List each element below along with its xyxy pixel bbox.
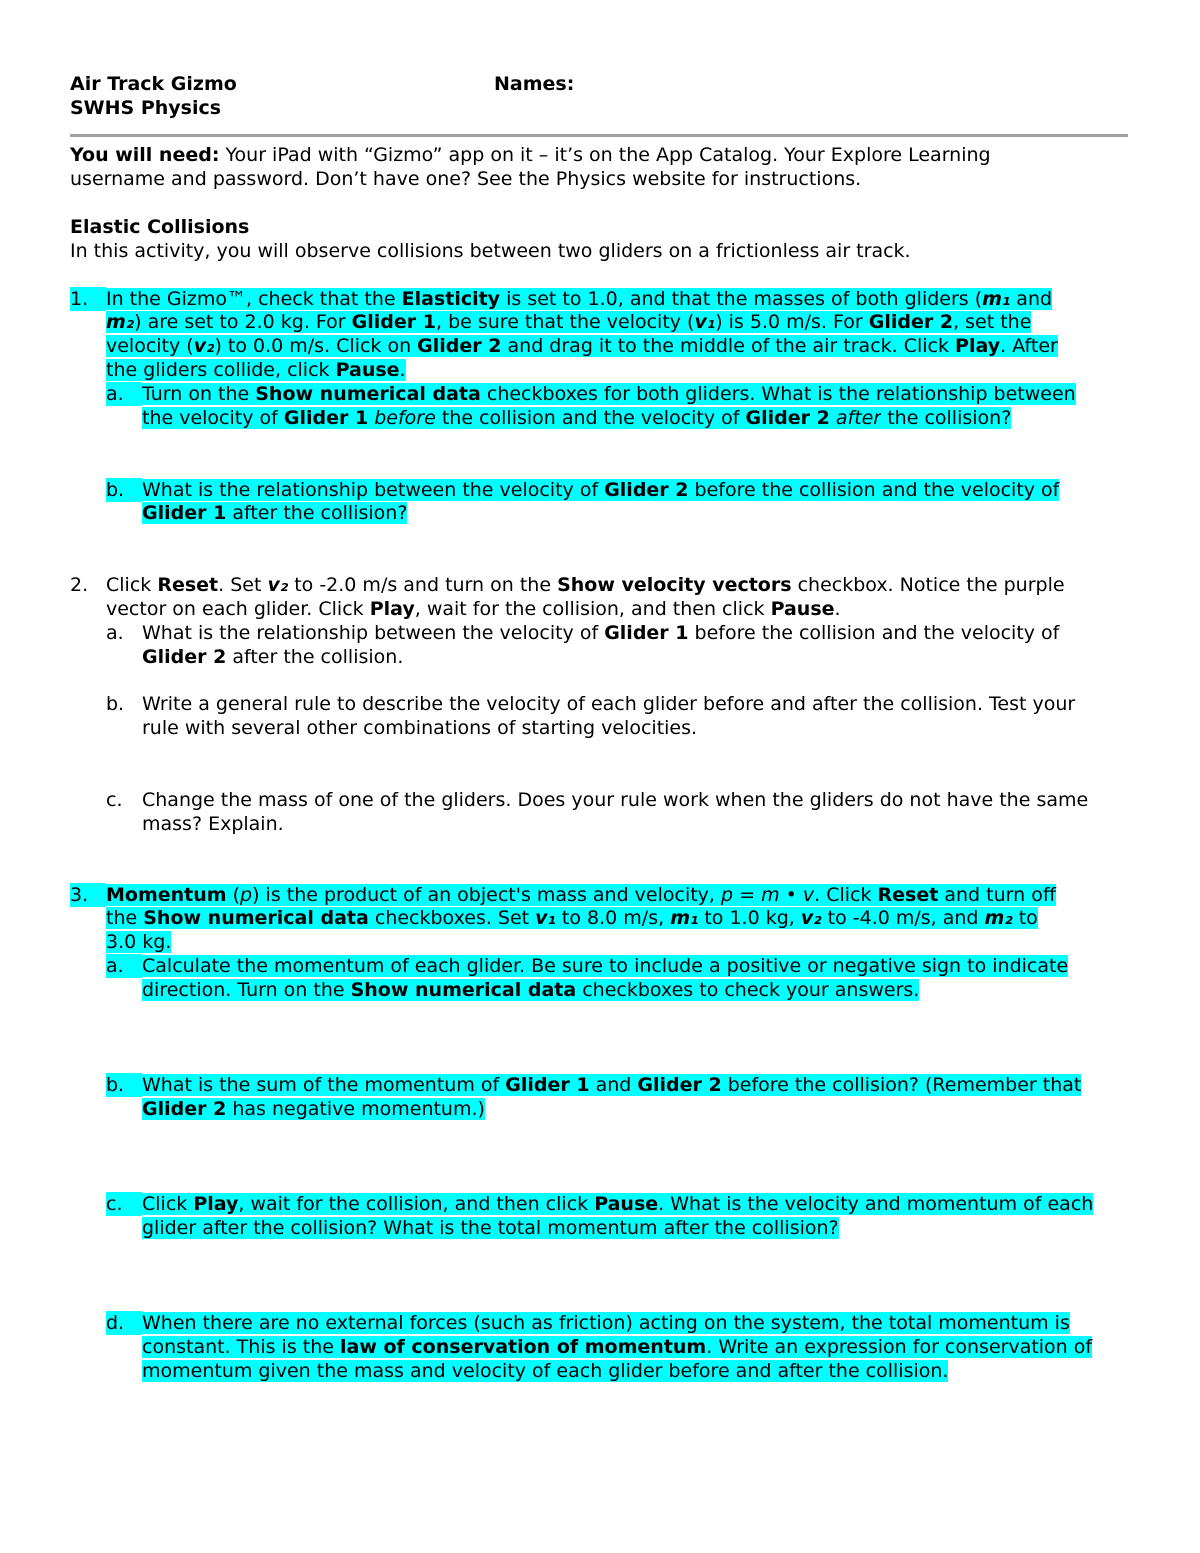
line-text: m₂ — [106, 311, 135, 333]
line-text: ) is 5.0 m/s. For — [715, 311, 869, 333]
question-2-line — [70, 573, 1065, 597]
line-text: What is the relationship between the velocity of — [142, 479, 605, 501]
line-text: ) are set to 2.0 kg. For — [134, 311, 352, 333]
line-text: before the collision and the velocity of — [688, 479, 1060, 501]
line-text: checkboxes to check your answers. — [576, 979, 920, 1001]
line-text: to -2.0 m/s and turn on the — [288, 574, 558, 596]
question-3d-line — [142, 1359, 948, 1383]
line-text: Show velocity vectors — [557, 574, 792, 596]
line-text: Change the mass of one of the gliders. Does your rule work when the gliders do not have the same — [142, 789, 1089, 811]
line-text: Momentum — [106, 884, 227, 906]
item-marker: c. — [106, 789, 135, 811]
question-2a-line — [106, 621, 1059, 645]
line-text: Glider 1 — [283, 407, 369, 429]
line-text: m₁ — [670, 907, 699, 929]
line-text: to 8.0 m/s, — [555, 907, 671, 929]
line-text: . After — [1000, 335, 1058, 357]
question-3d-line — [106, 1311, 1070, 1335]
question-3-line — [70, 883, 1056, 907]
line-text: constant. This is the — [142, 1336, 340, 1358]
line-text: is set to 1.0, and that the masses of both gliders ( — [500, 288, 983, 310]
line-text: Glider 2 — [142, 1098, 227, 1120]
line-text: to — [1012, 907, 1038, 929]
names-label: Names: — [494, 73, 575, 95]
question-2b-line — [142, 716, 697, 740]
question-2c-line — [106, 788, 1088, 812]
line-text: In the Gizmo™, check that the — [106, 288, 402, 310]
question-1a-line — [106, 382, 1076, 406]
line-text: velocity ( — [106, 335, 194, 357]
line-text: direction. Turn on the — [142, 979, 351, 1001]
line-text: . Click — [814, 884, 878, 906]
question-1a-line — [142, 406, 1011, 430]
line-text: Calculate the momentum of each glider. Be sure to include a positive or negative sign to indicate — [142, 955, 1069, 977]
course-name: SWHS Physics — [70, 97, 222, 119]
line-text: the — [106, 907, 144, 929]
question-1b-line — [106, 478, 1059, 502]
line-text: and drag it to the middle of the air track. Click — [501, 335, 956, 357]
line-text: p — [721, 884, 734, 906]
line-text: Glider 2 — [637, 1074, 722, 1096]
line-text: before the collision and the velocity of — [688, 622, 1060, 644]
question-1-line — [106, 310, 1031, 334]
line-text: checkboxes. Set — [368, 907, 536, 929]
line-text: v₁ — [694, 311, 716, 333]
line-text: the velocity of — [142, 407, 284, 429]
line-text: the gliders collide, click — [106, 359, 336, 381]
question-2c-line — [142, 812, 284, 836]
question-3a-line — [142, 978, 919, 1002]
item-marker: 3. — [70, 883, 106, 907]
line-text: Reset — [157, 574, 219, 596]
item-marker: a. — [106, 622, 136, 644]
question-3a-line — [106, 954, 1068, 978]
line-text: vector on each glider. Click — [106, 598, 370, 620]
line-text: 3.0 kg. — [106, 931, 172, 953]
line-text: before the collision? (Remember that — [721, 1074, 1082, 1096]
question-3c-line — [142, 1216, 839, 1240]
line-text: the collision? — [881, 407, 1012, 429]
line-text: m₁ — [982, 288, 1011, 310]
line-text: glider after the collision? What is the total momentum after the collision? — [142, 1217, 839, 1239]
question-3-line — [106, 906, 1038, 930]
line-text: , set the — [953, 311, 1032, 333]
line-text: . Write an expression for conservation of — [706, 1336, 1093, 1358]
line-text: Glider 2 — [745, 407, 830, 429]
line-text: and — [589, 1074, 638, 1096]
question-1-line — [106, 334, 1058, 358]
item-marker: b. — [106, 693, 137, 715]
line-text: Click — [142, 1193, 194, 1215]
item-marker: 2. — [70, 574, 101, 596]
requirements-line-1: You will need: Your iPad with “Gizmo” app on it – it’s on the App Catalog. Your Explore Learning — [70, 144, 991, 166]
question-3c-line — [106, 1192, 1093, 1216]
line-text: has negative momentum.) — [226, 1098, 485, 1120]
line-text: law of conservation of momentum — [339, 1336, 707, 1358]
line-text: Pause — [594, 1193, 659, 1215]
line-text: m — [761, 884, 780, 906]
question-1-line — [106, 358, 406, 382]
line-text: Glider 1 — [351, 311, 436, 333]
requirements-line-2: username and password. Don’t have one? See the Physics website for instructions. — [70, 168, 862, 190]
line-text: . — [399, 359, 406, 381]
line-text: , wait for the collision, and then click — [414, 598, 771, 620]
line-text: Glider 2 — [604, 479, 689, 501]
line-text: Show numerical data — [350, 979, 577, 1001]
item-marker: b. — [106, 478, 142, 502]
line-text: m₂ — [984, 907, 1013, 929]
line-text: the collision and the velocity of — [435, 407, 746, 429]
line-text: . Set — [218, 574, 268, 596]
line-text: Click — [106, 574, 158, 596]
line-text: and turn off — [938, 884, 1056, 906]
line-text: after the collision? — [226, 502, 408, 524]
question-3d-line — [142, 1335, 1092, 1359]
line-text: ( — [226, 884, 241, 906]
line-text: Play — [193, 1193, 239, 1215]
line-text: v₂ — [267, 574, 289, 596]
line-text: p — [240, 884, 253, 906]
line-text: • — [779, 884, 803, 906]
line-text: before — [374, 407, 436, 429]
line-text: Glider 1 — [505, 1074, 590, 1096]
line-text: Turn on the — [142, 383, 256, 405]
line-text: momentum given the mass and velocity of each glider before and after the collision. — [142, 1360, 949, 1382]
line-text: = — [733, 884, 762, 906]
question-2-line — [106, 597, 841, 621]
line-text: Glider 2 — [417, 335, 502, 357]
line-text: Glider 1 — [142, 502, 227, 524]
worksheet-title: Air Track Gizmo — [70, 73, 237, 95]
item-marker: 1. — [70, 287, 106, 311]
line-text: Elasticity — [401, 288, 501, 310]
line-text: v₁ — [535, 907, 556, 929]
line-text: Write a general rule to describe the velocity of each glider before and after the collision. Test your — [142, 693, 1076, 715]
item-marker: a. — [106, 382, 142, 406]
line-text: v₂ — [800, 907, 822, 929]
line-text: and — [1010, 288, 1053, 310]
line-text: checkbox. Notice the purple — [791, 574, 1065, 596]
line-text: to 1.0 kg, — [698, 907, 801, 929]
item-marker: c. — [106, 1192, 142, 1216]
item-marker: a. — [106, 954, 142, 978]
line-text: Reset — [877, 884, 939, 906]
line-text: Show numerical data — [255, 383, 481, 405]
line-text: rule with several other combinations of starting velocities. — [142, 717, 698, 739]
line-text: When there are no external forces (such as friction) acting on the system, the total momentum is — [142, 1312, 1070, 1334]
line-text: Glider 2 — [868, 311, 954, 333]
line-text: Glider 1 — [604, 622, 689, 644]
line-text: v₂ — [193, 335, 215, 357]
item-marker: b. — [106, 1073, 142, 1097]
line-text: Pause — [770, 598, 835, 620]
line-text: Pause — [335, 359, 400, 381]
line-text: after — [835, 407, 882, 429]
section-description: In this activity, you will observe collisions between two gliders on a frictionless air track. — [70, 240, 911, 262]
line-text: Show numerical data — [143, 907, 369, 929]
line-text: Glider 2 — [142, 646, 227, 668]
line-text: , be sure that the velocity ( — [435, 311, 695, 333]
line-text: . What is the velocity and momentum of each — [658, 1193, 1094, 1215]
line-text: after the collision. — [226, 646, 404, 668]
header-divider — [70, 134, 1128, 137]
line-text: , wait for the collision, and then click — [238, 1193, 595, 1215]
line-text: v — [802, 884, 815, 906]
question-2b-line — [106, 692, 1075, 716]
question-3b-line — [106, 1073, 1081, 1097]
line-text: What is the sum of the momentum of — [142, 1074, 506, 1096]
item-marker: d. — [106, 1311, 142, 1335]
question-1b-line — [142, 501, 407, 525]
line-text: ) to 0.0 m/s. Click on — [214, 335, 418, 357]
question-3b-line — [142, 1097, 485, 1121]
line-text: ) is the product of an object's mass and velocity, — [252, 884, 721, 906]
line-text: checkboxes for both gliders. What is the relationship between — [480, 383, 1076, 405]
line-text: What is the relationship between the velocity of — [142, 622, 605, 644]
line-text: mass? Explain. — [142, 813, 284, 835]
question-1-line — [70, 287, 1052, 311]
line-text: Play — [369, 598, 415, 620]
line-text — [830, 407, 836, 429]
line-text: . — [834, 598, 841, 620]
section-title: Elastic Collisions — [70, 216, 250, 238]
line-text: Play — [955, 335, 1001, 357]
question-2a-line — [142, 645, 403, 669]
line-text: to -4.0 m/s, and — [821, 907, 985, 929]
question-3-line — [106, 930, 171, 954]
